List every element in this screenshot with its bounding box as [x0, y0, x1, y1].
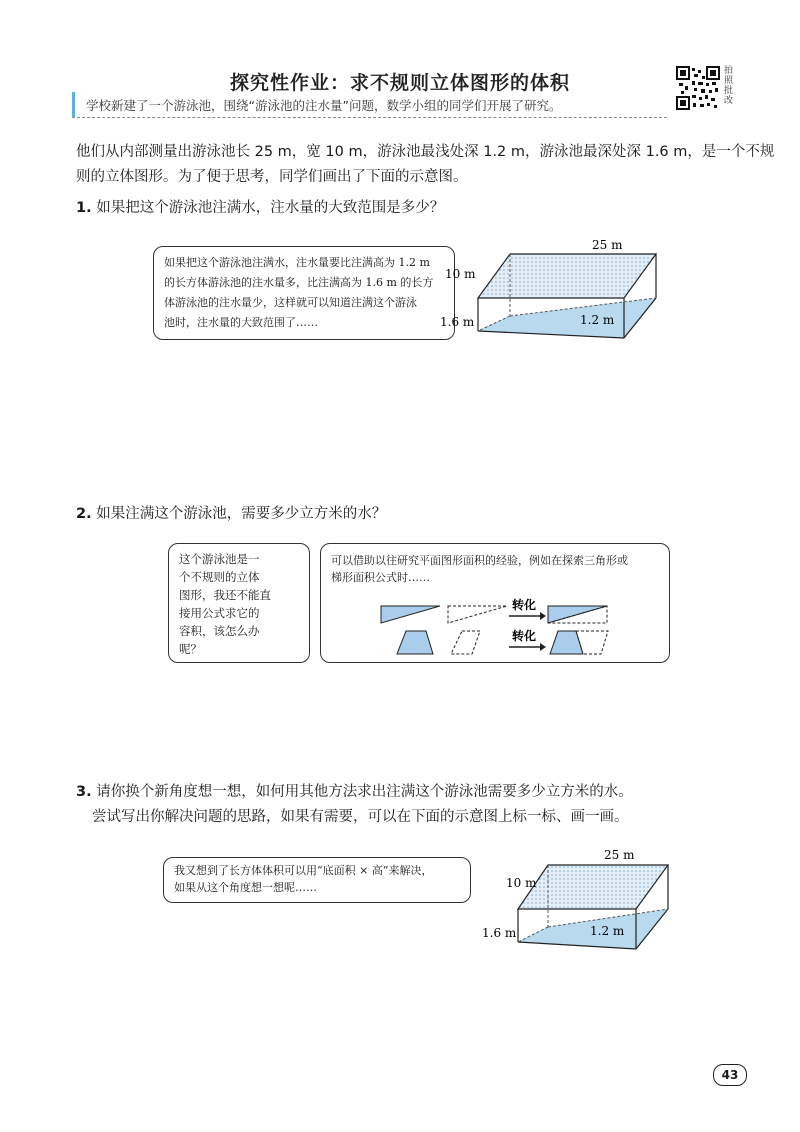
question-3-text: 请你换个新角度想一想，如何用其他方法求出注满这个游泳池需要多少立方米的水。: [96, 784, 633, 800]
bubble-2a-line: 图形，我还不能直: [179, 588, 271, 602]
triangle-shape: [381, 606, 440, 623]
speech-bubble-1: [153, 246, 455, 340]
question-1-text: 如果把这个游泳池注满水，注水量的大致范围是多少？: [96, 200, 445, 216]
qr-code[interactable]: [676, 66, 720, 110]
bubble-1-line: 池时，注水量的大致范围了……: [164, 316, 318, 329]
label-length: 25 m: [604, 848, 635, 862]
bubble-2a-line: 接用公式求它的: [179, 606, 260, 620]
label-width: 10 m: [506, 876, 537, 890]
question-2-number: 2.: [76, 506, 92, 522]
bubble-2a-line: 容积，该怎么办: [179, 624, 260, 638]
paragraph-line-2: 则的立体图形。为了便于思考，同学们画出了下面的示意图。: [76, 169, 468, 185]
bubble-3-line: 我又想到了长方体体积可以用“底面积 × 高”来解决，: [174, 864, 433, 877]
page-title: 探究性作业：求不规则立体图形的体积: [229, 72, 570, 94]
water-surface: [478, 254, 656, 298]
speech-bubble-2a: [168, 543, 310, 663]
bubble-1-line: 的长方体游泳池的注水量多，比注满高为 1.6 m 的长方: [164, 276, 434, 289]
transform-label-1: 转化: [512, 598, 537, 612]
question-2: [76, 502, 386, 523]
label-width: 10 m: [445, 267, 476, 281]
label-shallow: 1.2 m: [580, 313, 615, 327]
transform-diagram: [378, 598, 618, 658]
bubble-2a-line: 呢？: [179, 642, 202, 656]
bubble-2b-line: 梯形面积公式时……: [331, 571, 430, 584]
triangle-dashed: [448, 606, 507, 623]
question-3-line-2: 尝试写出你解决问题的思路，如果有需要，可以在下面的示意图上标一标、画一画。: [92, 809, 629, 825]
transform-label-2: 转化: [512, 629, 537, 643]
label-deep: 1.6 m: [482, 926, 517, 940]
qr-label: 拍照批改: [724, 66, 734, 106]
pool-diagram-3: [478, 845, 678, 970]
bubble-2a-line: 这个游泳池是一: [179, 552, 260, 566]
label-shallow: 1.2 m: [590, 924, 625, 938]
trapezoid-dashed: [451, 631, 480, 654]
trapezoid-shape: [397, 631, 433, 654]
label-deep: 1.6 m: [440, 315, 475, 329]
question-1-number: 1.: [76, 200, 92, 216]
question-1: [76, 196, 444, 217]
page-number: 43: [713, 1064, 747, 1086]
water-surface: [518, 865, 668, 909]
intro-text: 学校新建了一个游泳池，围绕“游泳池的注水量”问题，数学小组的同学们开展了研究。: [86, 98, 562, 113]
trapezoid-combined: [550, 631, 583, 654]
bubble-1-line: 如果把这个游泳池注满水，注水量要比注满高为 1.2 m: [164, 256, 430, 269]
question-3-number: 3.: [76, 784, 92, 800]
label-length: 25 m: [592, 238, 623, 252]
paragraph-line-1: 他们从内部测量出游泳池长 25 m，宽 10 m，游泳池最浅处深 1.2 m，游泳池最深处深 1.6 m，是一个不规: [76, 144, 775, 160]
speech-bubble-3: [163, 857, 471, 903]
bubble-1-line: 体游泳池的注水量少，这样就可以知道注满这个游泳: [164, 296, 417, 309]
question-2-text: 如果注满这个游泳池，需要多少立方米的水？: [96, 506, 387, 522]
bubble-2a-line: 个不规则的立体: [179, 570, 260, 584]
pool-diagram-1: [440, 236, 670, 356]
bubble-2b-line: 可以借助以往研究平面图形面积的经验，例如在探索三角形或: [331, 554, 628, 567]
question-3: [76, 780, 633, 801]
bubble-3-line: 如果从这个角度想一想呢……: [174, 881, 317, 894]
